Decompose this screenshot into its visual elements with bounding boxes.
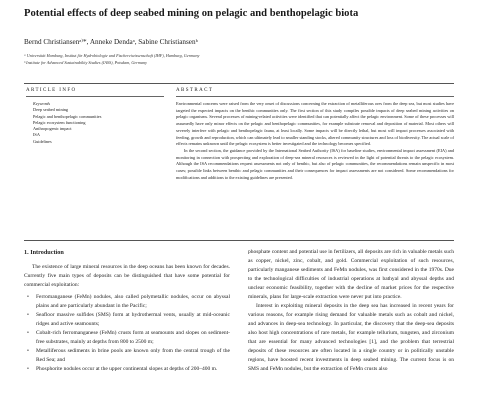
abstract-divider xyxy=(24,240,454,241)
keyword: Deep seabed mining xyxy=(33,107,69,113)
body-paragraph-1: phosphate content and potential use in fertilizers, all deposits are rich in valuable metals such as copper, nickel, zinc, cobalt, and gold. Commercial exploitation of such resources, particularly manganese sediments and FeMn nodules, was first considered in the 1970s. Due to the technological difficulties of industrial operations at bathyal and abyssal depths and unclear economic feasibility, together with the decline of market prices for the respective minerals, plans for large-scale extraction were never put into practice. xyxy=(248,249,454,300)
list-item: • Cobalt-rich ferromanganese (FeMn) crusts form at seamounts and slopes on sediment-free substrates, mainly at depths from 800 to 2500 m; xyxy=(36,329,230,347)
affiliation-2: ᵇ Institute for Advanced Sustainability Studies (IASS), Potsdam, Germany xyxy=(24,60,147,65)
list-item: • Metalliferous sediments in brine pools are known only from the central trough of the Red Sea; and xyxy=(36,347,230,365)
intro-paragraph: The existence of large mineral resources in the deep oceans has been known for decades. Currently five main types of deposits can be distinguished that have some potential for commercial exploitation: xyxy=(24,264,230,288)
keyword: Pelagic and benthopelagic communities xyxy=(33,113,102,119)
keyword: ISA xyxy=(33,132,40,138)
abstract-paragraph-2: In the second section, the guidance provided by the International Seabed Authority (ISA) for baseline studies, environmental impact assessment (EIA) and monitoring in connection with prospecting and exploration of deep-sea mineral resources is reviewed in the light of potential threats to the pelagic ecosystem. Although the ISA recommendations request assessments not only of benthic, but also of pelagic communities, the recommendations remain unspecific in most cases; possible links between benthic and pelagic communities and their consequences for impact assessments are not considered. Some recommendations for modifications and additions to the existing guidelines are presented. xyxy=(176,147,454,180)
affiliation-1: ᵃ Universität Hamburg, Institut für Hydrobiologie und Fischereiwissenschaft (IHF), Hamburg, Germany xyxy=(24,53,200,58)
article-info-heading: ARTICLE INFO xyxy=(26,88,77,93)
deposit-type-list xyxy=(24,293,230,374)
article-info-underline xyxy=(26,96,164,97)
abstract-heading: ABSTRACT xyxy=(176,88,214,93)
abstract-paragraph-1: Environmental concerns were raised from the very onset of discussions concerning the extraction of metalliferous ores from the deep sea, but most studies have targeted the expected impacts on the benthic communities only. The first section of this study compiles possible impacts of deep seabed mining activities on pelagic organisms. Several processes of mining-related activities were identified that can potentially affect the pelagic environment. Some of these processes will assumedly have only minor effects on the pelagic and benthopelagic communities, for example substrate removal and deposition of material. Most others will severely interfere with pelagic and benthopelagic fauna, at least locally. Some impacts will be directly lethal, but most will impact processes associated with feeding, growth and reproduction, which can ultimately lead to smaller standing stocks, altered community structures and loss of biodiversity. The actual scale of effects remains unknown until the pelagic ecosystem is better investigated and the technology becomes specified. xyxy=(176,101,454,147)
abstract-underline xyxy=(176,96,454,97)
article-title: Potential effects of deep seabed mining on pelagic and benthopelagic biota xyxy=(24,8,359,19)
body-paragraph-2: Interest in exploiting mineral deposits in the deep sea has increased in recent years for various reasons, for example rising demand for valuable metals such as cobalt and nickel, and advances in deep-sea technology. In particular, the discovery that the deep-sea deposits also host high concentrations of rare metals, for example tellurium, tungsten, and zirconium that are essential for many advanced technologies [1], and the problem that terrestrial deposits of these resources are often located in a single country or in politically unstable regions, have boosted recent investments in deep seabed mining. The current focus is on SMS and FeMn nodules, but the extraction of FeMn crusts also xyxy=(248,303,454,372)
keyword: Pelagic ecosystem functioning xyxy=(33,119,86,125)
author-list: Bernd Christiansenᵃ⁾*, Anneke Dendaᵃ, Sabine Christiansenᵇ xyxy=(24,38,198,46)
list-item: • Phosphorite nodules occur at the upper continental slopes at depths of 200–400 m. xyxy=(36,365,230,374)
keyword: Guidelines xyxy=(33,138,52,144)
list-item: • Ferromanganese (FeMn) nodules, also called polymetallic nodules, occur on abyssal plains and are particularly abundant in the Pacific; xyxy=(36,293,230,311)
body-column-right xyxy=(248,248,454,374)
keyword: Anthropogenic impact xyxy=(33,126,72,132)
keywords-title: Keywords xyxy=(33,101,51,106)
keywords-block xyxy=(33,101,101,145)
list-item: • Seafloor massive sulfides (SMS) form at hydrothermal vents, usually at mid-oceanic ridges and active seamounts; xyxy=(36,311,230,329)
section-heading: 1. Introduction xyxy=(24,249,64,256)
body-column-left xyxy=(24,248,230,374)
abstract-body xyxy=(176,101,454,181)
header-divider xyxy=(24,83,454,84)
